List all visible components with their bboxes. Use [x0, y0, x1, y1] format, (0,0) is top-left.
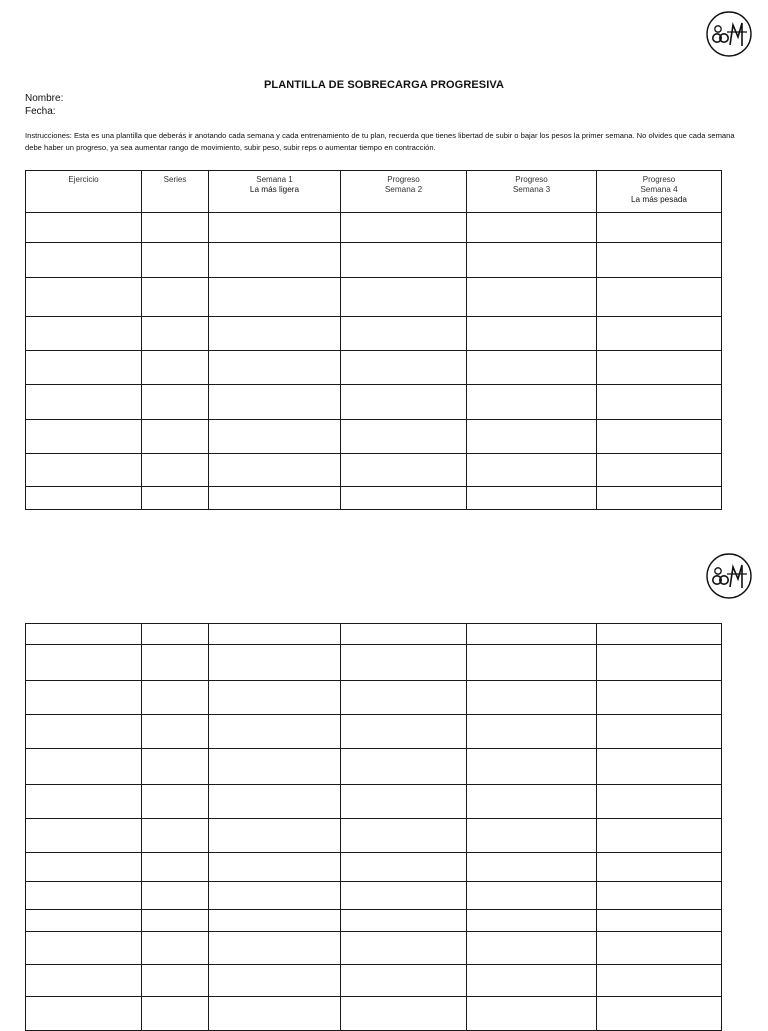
- brand-logo-icon: [702, 8, 754, 60]
- table-cell[interactable]: [209, 278, 341, 317]
- table-cell[interactable]: [597, 715, 722, 749]
- table-cell[interactable]: [341, 487, 467, 510]
- table-row: [26, 420, 722, 454]
- table-cell[interactable]: [467, 278, 597, 317]
- table-cell[interactable]: [341, 910, 467, 932]
- table-cell[interactable]: [467, 997, 597, 1031]
- table-cell[interactable]: [209, 853, 341, 882]
- table-cell[interactable]: [597, 317, 722, 351]
- table-cell[interactable]: [142, 624, 209, 645]
- table-cell[interactable]: [341, 420, 467, 454]
- table-row: [26, 715, 722, 749]
- table-header-row: [26, 171, 722, 213]
- table-row: [26, 645, 722, 681]
- table-cell[interactable]: [26, 910, 142, 932]
- table-cell[interactable]: [26, 420, 142, 454]
- table-cell[interactable]: [467, 749, 597, 785]
- progress-table-1: [25, 170, 722, 510]
- table-cell[interactable]: [597, 997, 722, 1031]
- table-row: [26, 487, 722, 510]
- table-cell[interactable]: [209, 317, 341, 351]
- table-row: [26, 997, 722, 1031]
- table-cell[interactable]: [341, 624, 467, 645]
- table-cell[interactable]: [341, 997, 467, 1031]
- table-cell[interactable]: [467, 454, 597, 487]
- nombre-label: Nombre:: [25, 93, 64, 104]
- header-semana-2: Progreso Semana 2: [341, 171, 467, 213]
- table-cell[interactable]: [597, 487, 722, 510]
- table-cell[interactable]: [467, 910, 597, 932]
- table-cell[interactable]: [26, 385, 142, 420]
- table-cell[interactable]: [142, 317, 209, 351]
- table-cell[interactable]: [26, 882, 142, 910]
- table-cell[interactable]: [142, 715, 209, 749]
- table-cell[interactable]: [467, 819, 597, 853]
- table-cell[interactable]: [26, 785, 142, 819]
- table-cell[interactable]: [341, 932, 467, 965]
- table-cell[interactable]: [26, 487, 142, 510]
- table-cell[interactable]: [467, 213, 597, 243]
- table-cell[interactable]: [26, 278, 142, 317]
- fecha-label: Fecha:: [25, 106, 56, 117]
- table-cell[interactable]: [209, 997, 341, 1031]
- table-cell[interactable]: [597, 213, 722, 243]
- progress-table-2: [25, 623, 722, 1031]
- table-row: [26, 749, 722, 785]
- table-cell[interactable]: [341, 882, 467, 910]
- table-row: [26, 819, 722, 853]
- table-cell[interactable]: [209, 624, 341, 645]
- table-cell[interactable]: [26, 819, 142, 853]
- table-cell[interactable]: [142, 243, 209, 278]
- table-cell[interactable]: [209, 910, 341, 932]
- brand-logo-icon: [702, 550, 754, 602]
- header-series: Series: [142, 171, 209, 213]
- table-cell[interactable]: [142, 785, 209, 819]
- table-cell[interactable]: [209, 213, 341, 243]
- table-row: [26, 243, 722, 278]
- table-cell[interactable]: [341, 385, 467, 420]
- table-cell[interactable]: [209, 645, 341, 681]
- table-cell[interactable]: [26, 932, 142, 965]
- table-row: [26, 965, 722, 997]
- table-cell[interactable]: [341, 243, 467, 278]
- table-cell[interactable]: [26, 317, 142, 351]
- table-cell[interactable]: [597, 278, 722, 317]
- table-cell[interactable]: [341, 454, 467, 487]
- table-cell[interactable]: [142, 965, 209, 997]
- table-cell[interactable]: [341, 819, 467, 853]
- table-cell[interactable]: [26, 715, 142, 749]
- table-row: [26, 624, 722, 645]
- table-cell[interactable]: [341, 645, 467, 681]
- table-cell[interactable]: [341, 749, 467, 785]
- table-row: [26, 317, 722, 351]
- table-cell[interactable]: [341, 715, 467, 749]
- table-cell[interactable]: [142, 997, 209, 1031]
- table-cell[interactable]: [209, 715, 341, 749]
- table-cell[interactable]: [142, 819, 209, 853]
- table-cell[interactable]: [467, 243, 597, 278]
- table-cell[interactable]: [209, 487, 341, 510]
- table-cell[interactable]: [597, 681, 722, 715]
- table-cell[interactable]: [341, 853, 467, 882]
- table-cell[interactable]: [26, 213, 142, 243]
- table-cell[interactable]: [597, 853, 722, 882]
- page-title: PLANTILLA DE SOBRECARGA PROGRESIVA: [263, 79, 505, 91]
- table-cell[interactable]: [467, 715, 597, 749]
- table-cell[interactable]: [142, 385, 209, 420]
- table-cell[interactable]: [597, 882, 722, 910]
- table-cell[interactable]: [467, 965, 597, 997]
- table-cell[interactable]: [142, 213, 209, 243]
- table-cell[interactable]: [467, 624, 597, 645]
- table-cell[interactable]: [467, 351, 597, 385]
- table-cell[interactable]: [597, 965, 722, 997]
- table-cell[interactable]: [597, 454, 722, 487]
- table-cell[interactable]: [597, 243, 722, 278]
- table-row: [26, 278, 722, 317]
- table-cell[interactable]: [467, 385, 597, 420]
- table-row: [26, 853, 722, 882]
- header-semana-4: Progreso Semana 4 La más pesada: [597, 171, 722, 213]
- table-cell[interactable]: [597, 420, 722, 454]
- table-cell[interactable]: [467, 853, 597, 882]
- table-row: [26, 351, 722, 385]
- table-cell[interactable]: [209, 932, 341, 965]
- table-cell[interactable]: [341, 213, 467, 243]
- table-row: [26, 932, 722, 965]
- table-cell[interactable]: [142, 454, 209, 487]
- table-cell[interactable]: [142, 853, 209, 882]
- table-cell[interactable]: [341, 317, 467, 351]
- table-cell[interactable]: [26, 624, 142, 645]
- header-semana-1: Semana 1 La más ligera: [209, 171, 341, 213]
- table-cell[interactable]: [467, 317, 597, 351]
- table-cell[interactable]: [467, 882, 597, 910]
- table-row: [26, 882, 722, 910]
- table-cell[interactable]: [26, 749, 142, 785]
- header-semana-3: Progreso Semana 3: [467, 171, 597, 213]
- table-cell[interactable]: [341, 965, 467, 997]
- table-cell[interactable]: [597, 645, 722, 681]
- table-row: [26, 213, 722, 243]
- table-cell[interactable]: [209, 351, 341, 385]
- table-cell[interactable]: [26, 243, 142, 278]
- table-cell[interactable]: [142, 351, 209, 385]
- table-cell[interactable]: [209, 454, 341, 487]
- table-row: [26, 385, 722, 420]
- table-cell[interactable]: [26, 645, 142, 681]
- table-cell[interactable]: [597, 351, 722, 385]
- table-cell[interactable]: [597, 624, 722, 645]
- table-row: [26, 785, 722, 819]
- table-cell[interactable]: [209, 749, 341, 785]
- table-cell[interactable]: [209, 965, 341, 997]
- table-cell[interactable]: [209, 882, 341, 910]
- table-cell[interactable]: [209, 681, 341, 715]
- table-cell[interactable]: [142, 681, 209, 715]
- table-cell[interactable]: [467, 932, 597, 965]
- table-cell[interactable]: [467, 645, 597, 681]
- table-cell[interactable]: [142, 932, 209, 965]
- table-cell[interactable]: [341, 681, 467, 715]
- table-cell[interactable]: [597, 385, 722, 420]
- table-cell[interactable]: [142, 645, 209, 681]
- table-cell[interactable]: [341, 785, 467, 819]
- table-cell[interactable]: [597, 749, 722, 785]
- table-cell[interactable]: [142, 278, 209, 317]
- table-cell[interactable]: [142, 749, 209, 785]
- table-cell[interactable]: [209, 819, 341, 853]
- table-cell[interactable]: [597, 785, 722, 819]
- header-ejercicio: Ejercicio: [26, 171, 142, 213]
- instructions-text: Instrucciones: Esta es una plantilla que deberás ir anotando cada semana y cada entrenamiento de tu plan, recuerda que tienes libertad de subir o bajar los pesos la primer semana. No olvides que cada semana debe haber un progreso, ya sea aumentar rango de movimiento, subir peso, subir reps o aumentar tiempo en contracción.: [25, 131, 735, 152]
- table-cell[interactable]: [341, 278, 467, 317]
- table-cell[interactable]: [26, 454, 142, 487]
- table-cell[interactable]: [467, 785, 597, 819]
- table-cell[interactable]: [467, 681, 597, 715]
- table-cell[interactable]: [341, 351, 467, 385]
- table-cell[interactable]: [142, 882, 209, 910]
- table-cell[interactable]: [142, 487, 209, 510]
- table-cell[interactable]: [26, 853, 142, 882]
- table-cell[interactable]: [209, 243, 341, 278]
- table-cell[interactable]: [26, 681, 142, 715]
- table-cell[interactable]: [142, 910, 209, 932]
- table-cell[interactable]: [26, 351, 142, 385]
- table-cell[interactable]: [467, 487, 597, 510]
- table-cell[interactable]: [597, 910, 722, 932]
- table-cell[interactable]: [209, 385, 341, 420]
- table-cell[interactable]: [26, 965, 142, 997]
- table-cell[interactable]: [142, 420, 209, 454]
- table-cell[interactable]: [209, 420, 341, 454]
- table-cell[interactable]: [209, 785, 341, 819]
- table-cell[interactable]: [597, 819, 722, 853]
- table-row: [26, 681, 722, 715]
- table-cell[interactable]: [597, 932, 722, 965]
- table-row: [26, 454, 722, 487]
- table-cell[interactable]: [467, 420, 597, 454]
- table-cell[interactable]: [26, 997, 142, 1031]
- table-row: [26, 910, 722, 932]
